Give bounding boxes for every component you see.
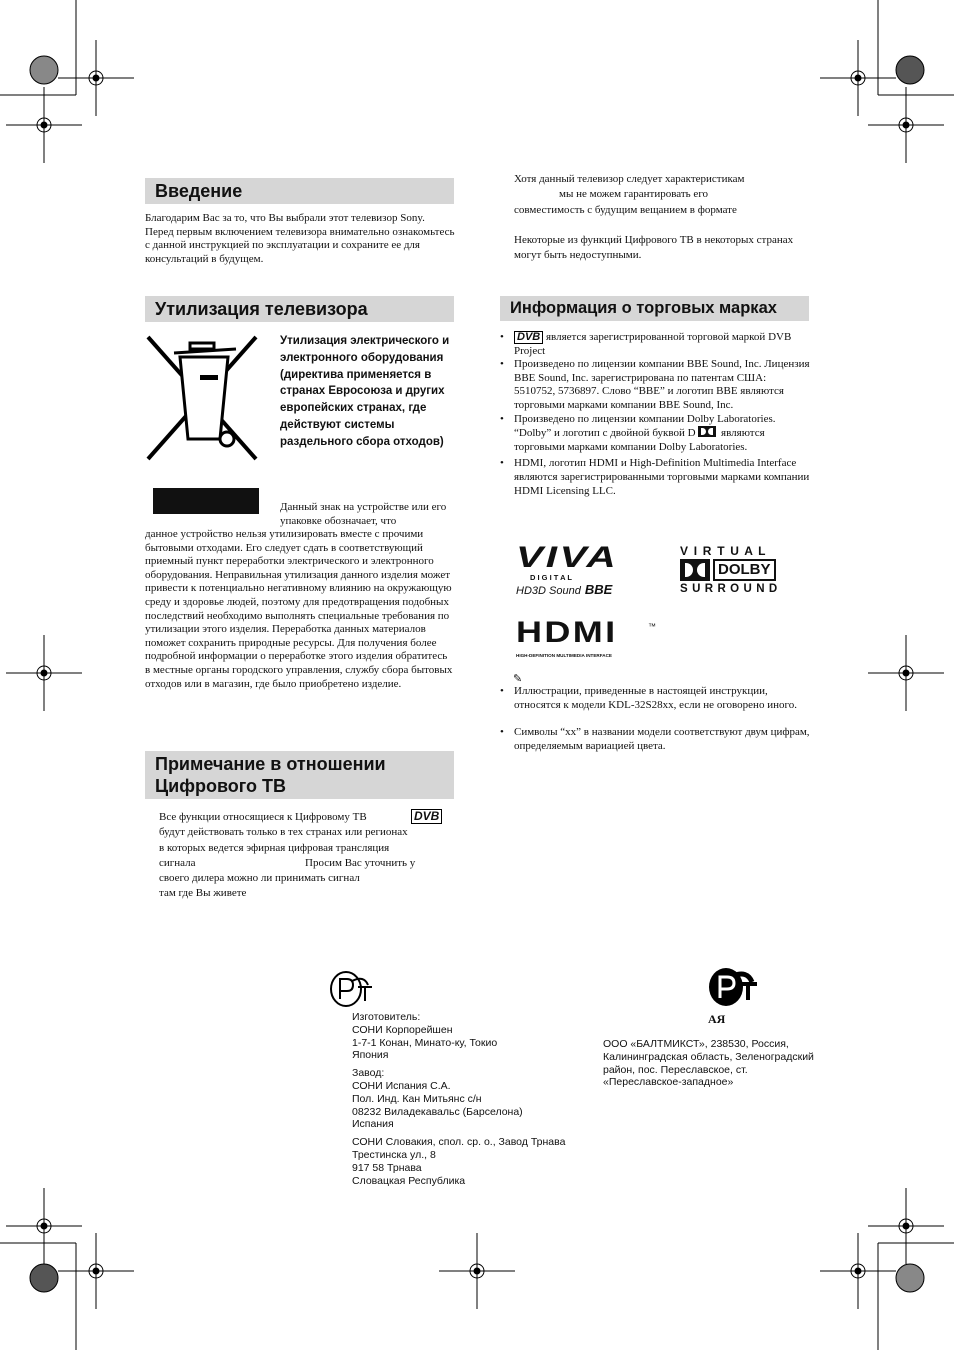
trademark-item-dvb: • DVB является зарегистрированной торговой маркой DVB Project: [500, 331, 810, 358]
importer-line: Калининградская область, Зеленоградский: [603, 1050, 814, 1063]
disposal-full-text: данное устройство нельзя утилизировать вместе с прочими бытовыми отходами. Его следует сдать в соответствующий приемный пункт переработки электрического и электронного оборудования. Неправильная утилизация данного изделия может привести к потенциально негативному влиянию на окружающую среду и здоровье людей, поэтому для предотвращения подобных последствий необходимо выполнять специальные требования по утилизации этого изделия. Переработка данных материалов поможет сохранить природные ресурсы. Для получения более подробной информации о переработке этого изделия обратитесь в местные органы городского управления, службу сбора бытовых отходов или в магазин, где было приобретено изделие.: [145, 528, 453, 690]
intro-heading: Введение: [145, 178, 454, 204]
manufacturer-line: СОНИ Корпорейшен: [352, 1023, 453, 1036]
surround-text: S U R R O U N D: [680, 583, 778, 595]
importer-line: «Переславское-западное»: [603, 1076, 734, 1089]
pct-certification-icon: [328, 969, 374, 1009]
viva-wordmark: VIVA: [516, 541, 619, 574]
plant2-line: Словацкая Республика: [352, 1174, 466, 1187]
plant-line: Испания: [352, 1118, 394, 1131]
note-pencil-icon: ✎: [513, 673, 523, 685]
disposal-heading: Утилизация телевизора: [145, 296, 454, 322]
digital-note-line-1: Все функции относящиеся к Цифровому ТВ: [159, 811, 367, 823]
viva-digital-logo: [516, 543, 642, 599]
trademark-item-hdmi: • HDMI, логотип HDMI и High-Definition Multimedia Interface являются зарегистрированными торговыми марками компании HDMI Licensing LLC.: [500, 457, 810, 498]
compat-line-3: совместимость с будущим вещанием в формате: [514, 203, 737, 216]
hdmi-subtitle: HIGH-DEFINITION MULTIMEDIA INTERFACE: [516, 653, 612, 658]
plant2-line: 917 58 Трнава: [352, 1161, 422, 1174]
digital-note-line-2: будут действовать только в тех странах или регионах: [159, 826, 408, 839]
viva-hd3d-text: HD3D Sound: [516, 585, 581, 597]
digital-note-line-5: своего дилера можно ли принимать сигнал: [159, 872, 360, 885]
intro-paragraph-2: Перед первым включением телевизора внимательно ознакомьтесь с данной инструкцией по эксплуатации и сохраните ее для консультаций в будущем.: [145, 225, 455, 265]
manufacturer-line: 1-7-1 Конан, Минато-ку, Токио: [352, 1036, 498, 1049]
dvb-logo-icon: DVB: [514, 331, 543, 344]
dolby-text: DOLBY: [713, 559, 776, 581]
digital-note-line-6: там где Вы живете: [159, 887, 247, 900]
disposal-side-text: Данный знак на устройстве или его упаковке обозначает, что: [280, 501, 447, 527]
registration-disk: [896, 1264, 924, 1292]
pct-filled-certification-icon: [707, 966, 759, 1008]
viva-digital-text: D I G I T A L: [530, 573, 572, 582]
trademark-item-bbe: • Произведено по лицензии компании BBE Sound, Inc. Лицензия BBE Sound, Inc. зарегистрирована по патентам США: 5510752, 5736897. Слово “BBE” и логотип BBE являются торговыми марками компании BBE Sound, Inc.: [500, 358, 810, 412]
weee-black-bar: [153, 488, 259, 514]
digital-note-line-4b: Просим Вас уточнить у: [305, 856, 416, 869]
compat-line-1: Хотя данный телевизор следует характеристикам: [514, 173, 745, 185]
plant-line: Пол. Инд. Кан Митьянс с/н: [352, 1092, 482, 1105]
note-item-2: • Символы “xx” в названии модели соответствуют двум цифрам, определяемым вариацией цвета.: [500, 726, 810, 753]
plant-label: Завод:: [352, 1067, 385, 1080]
digital-note-heading: Примечание в отношении Цифрового ТВ: [145, 751, 454, 799]
intro-paragraph-1: Благодарим Вас за то, что Вы выбрали этот телевизор Sony.: [145, 212, 425, 224]
plant2-line: Трестинска ул., 8: [352, 1148, 436, 1161]
hdmi-wordmark: HDMI: [516, 616, 618, 649]
registration-disk: [30, 1264, 58, 1292]
virtual-text: V I R T U A L: [680, 544, 767, 558]
disposal-bold-title: Утилизация электрического и электронного оборудования (директива применяется в странах Евросоюза и других европейских странах, где действуют системы раздельного сбора отходов): [280, 335, 450, 448]
digital-note-line-4a: сигнала: [159, 856, 196, 869]
digital-note-text: [159, 810, 459, 902]
compat-paragraph: [514, 172, 814, 218]
compat-line-2: мы не можем гарантировать его: [559, 188, 709, 201]
double-d-icon: [698, 426, 716, 437]
trademarks-list: [500, 331, 810, 498]
hdmi-tm: ™: [648, 622, 656, 631]
bbe-logo: BBE: [584, 582, 613, 597]
plant-line: 08232 Виладекавальс (Барселона): [352, 1105, 523, 1118]
trademark-item-dolby: • Произведено по лицензии компании Dolby Laboratories. “Dolby” и логотип с двойной буквой D являются торговыми марками компании Dolby Laboratories.: [500, 413, 810, 455]
virtual-dolby-surround-logo: [680, 544, 790, 596]
manufacturer-label: Изготовитель:: [352, 1011, 421, 1023]
notes-list: [500, 685, 810, 753]
importer-mark-code: АЯ: [708, 1012, 726, 1026]
importer-line: район, пос. Переславское, ст.: [603, 1063, 748, 1076]
manufacturer-block: [352, 1011, 612, 1187]
availability-paragraph: Некоторые из функций Цифрового ТВ в некоторых странах могут быть недоступными.: [514, 234, 794, 262]
digital-note-line-3: в которых ведется эфирная цифровая трансляция: [159, 841, 390, 854]
importer-line: ООО «БАЛТМИКСТ», 238530, Россия,: [603, 1038, 789, 1050]
hdmi-logo: [516, 616, 656, 660]
note-item-1: • Иллюстрации, приведенные в настоящей инструкции, относятся к модели KDL-32S28xx, если не оговорено иного.: [500, 685, 810, 712]
registration-disk: [30, 56, 58, 84]
importer-block: [603, 1038, 843, 1089]
crossed-bin-icon: [144, 333, 260, 463]
plant2-line: СОНИ Словакия, спол. ср. о., Завод Трнава: [352, 1136, 566, 1149]
plant-line: СОНИ Испания С.А.: [352, 1079, 451, 1092]
registration-disk: [896, 56, 924, 84]
double-d-icon: [680, 559, 710, 581]
dvb-logo-icon: DVB: [411, 809, 442, 824]
manufacturer-line: Япония: [352, 1049, 389, 1062]
trademarks-heading: Информация о торговых марках: [500, 296, 809, 321]
intro-text: [145, 212, 455, 266]
